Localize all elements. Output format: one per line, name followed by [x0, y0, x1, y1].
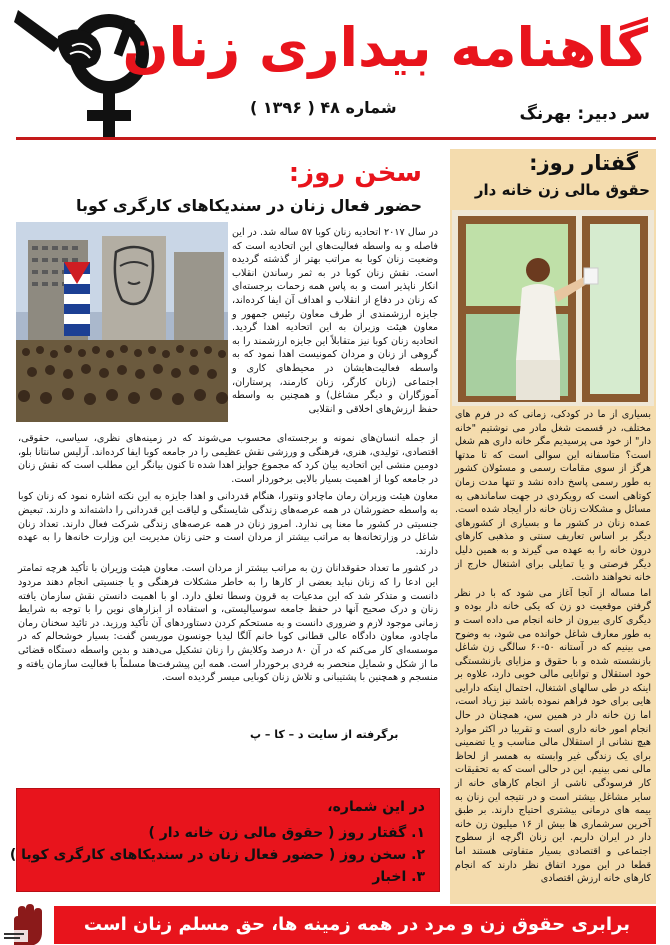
- cuba-rally-photo: [16, 222, 228, 422]
- footer-slogan: برابری حقوق زن و مرد در همه زمینه ها، حق مسلم زنان است: [83, 914, 630, 935]
- goftar-heading: گفتار روز:: [529, 151, 638, 175]
- issue-item: ۳. اخبار: [372, 869, 425, 885]
- goftar-article-title: حقوق مالی زن خانه دار: [474, 181, 650, 199]
- window-cleaning-photo: [452, 210, 654, 406]
- editor-credit: سر دبیر: بهرنگ: [519, 104, 650, 124]
- header-divider: [16, 137, 656, 140]
- issue-number: شماره ۴۸ ( ۱۳۹۶ ): [250, 98, 397, 117]
- stop-violence-hand-icon: [0, 902, 50, 945]
- in-this-issue-title: در این شماره،: [327, 799, 425, 815]
- sokhan-paragraph: از جمله انسان‌های نمونه و برجسته‌ای محسوب می‌شوند که در زمینه‌های نظری، سیاسی، حقوقی، اقتصادی، تولیدی، هنری، فرهنگی و ورزشی نقش عظیمی را در جامعه کوبا ایفا کرده‌اند. آرلیس سانتانا بلو، دومین منشی این اتحادیه بیان کرد که مجموع جوایز اهدا شده تا کنون بیانگر این مطلب است که نقش زنان در جامعه کوبا از اهمیت بسیار بالایی برخوردار است.: [18, 433, 438, 485]
- goftar-body: [455, 408, 651, 886]
- in-this-issue-box: [9, 788, 440, 892]
- newsletter-title: گاهنامه بیداری زنان: [122, 16, 648, 79]
- sokhan-heading: سخن روز:: [288, 158, 422, 188]
- sokhan-article-title: حضور فعال زنان در سندیکاهای کارگری کوبا: [75, 196, 422, 215]
- issue-item: ۲. سخن روز ( حضور فعال زنان در سندیکاهای کارگری کوبا ): [9, 847, 425, 863]
- goftar-paragraph: اما مساله از آنجا آغاز می شود که با در نظر گرفتن موقعیت دو زن که یکی خانه دار بوده و دیگری کاری بیرون از خانه انجام می داده است و به طور معارف شاغل خوانده می شود، به وضوح می بینیم که در آستانه ۵۰-۶۰ سالگی زن شاغل بازنشسته شده و با حقوق و مزایای بازنشستگی خود استقلال و توانایی مالی خوبی دارد، علاوه بر اینکه در طی سالهای اشتغال، احتمال اینکه دارایی هایی برای خود فراهم نموده باشد نیز زیاد است، اما زن خانه دار در همین سن، همچنان در حال انجام امور خانه داری است و تقریبا در اکثر موارد هیچ نشانی از استقلال مالی مناسب و یا تضمینی برای یک زندگی غیر وابسته به همسر از لحاظ مالی نمی بینیم. این در حالی است که به تحقیقات کار فرسودگی ناشی از انجام کارهای خانه از سایر مشاغل بیشتر است و در نتیجه این زنان به بیمه های درمانی بیشتری احتیاج دارند. بر طبق آخرین سرشماری ها بیش از ۱۶ میلیون زن خانه دار در ایران داریم. این زنان اگرچه از سطوح اجتماعی و اقتصادی بسیار متفاوتی هستند اما قطعا در این مورد اتفاق نظر دارند که انجام کارهای خانه ارزش اقتصادی: [455, 587, 652, 885]
- sokhan-paragraph: در سال ۲۰۱۷ اتحادیه زنان کوبا ۵۷ ساله شد. در این فاصله و به واسطه فعالیت‌های این اتحادیه است که وضعیت زنان کوبا به مراتب بهتر از گذشته گردیده است. نقش زنان کوبا در به ثمر رساندن انقلاب انکار ناپذیر است و به پاس همه زحمات برجسته‌ای که زنان در دفاع از انقلاب و اهداف آن ایفا کرده‌اند، جایزه ارزشمندی از طرف معاون رئیس جمهور و معاون هیئت وزیران به این اتحادیه اهدا گردید. اتحادیه زنان کوبا نیز متقابلاً این جایزه ارزشمند را به گروهی از زنان و مردان کمونیست اهدا نمود که به واسطه فعالیت‌هایشان در محیط‌های کاری و اجتماعی (زنان کارگر، زنان کارمند، پرستاران، آموزگاران و دیگر مشاغل) و همچنین به واسطه حفظ ارزش‌های اخلاقی و انقلابی: [232, 227, 438, 415]
- sokhan-body-bottom: [18, 432, 438, 685]
- sokhan-paragraph: معاون هیئت وزیران رمان ماچادو ونتورا، هنگام قدردانی و اهدا جایزه به این نکته اشاره نمود که زنان کوبا به واسطه حضورشان در همه عرصه‌های زندگی شایستگی و لیاقت این قدردانی را داشته‌اند و دارند. تبعیض جنسیتی در کشور ما معنا پی ندارد. امروز زنان در همه عرصه‌های زندگی شرکت فعال دارند. تعداد زنان شاغل در وزارتخانه‌ها به مراتب بیشتر از مردان است و حتی زنان مدیریت این وزارت خانه‌ها را به عهده دارند.: [18, 491, 438, 557]
- fist-icon: [14, 10, 101, 69]
- sokhan-body-top: [232, 226, 438, 416]
- goftar-paragraph: بسیاری از ما در کودکی، زمانی که در فرم های مختلف، در قسمت شغل مادر می نوشتیم "خانه دار" از خود می پرسیدیم مگر خانه داری هم شغل است؟ متاسفانه این سوالی است که تا مدتها هرگز از سوی مقامات رسمی و مسئولان کشور به طور رسمی پاسخ داده نشد و تنها مدت زمان کوتاهی است که رویکردی در جهت ساماندهی به مسائل و مشکلات زنان خانه دار ایجاد شده است. عمده زنان در کشور ما و بسیاری از کشورهای دیگر بر اساس تعاریف سنتی و مذهبی کارهای درون خانه را به عهده می گیرند و به همین دلیل دیگر فرصتی و یا تمایلی برای اشتغال خارج از خانه نخواهند داشت.: [455, 409, 651, 584]
- issue-item: ۱. گفتار روز ( حقوق مالی زن خانه دار ): [148, 825, 425, 841]
- article-source: برگرفته از سایت د – کا – پ: [250, 728, 399, 741]
- cuba-flag-icon: [64, 262, 90, 336]
- sokhan-paragraph: در کشور ما تعداد حقوقدانان زن به مراتب بیشتر از مردان است. معاون هیئت وزیران با تأکید هرچه تمامتر این ادعا را که زنان نباید بعضی از کارها را به خاطر مشکلات فرهنگی و یا جنسیتی انجام دهند مردود دانست و متذکر شد که این مدعیات به قرون وسطا تعلق دارد. او با اهمیت دانستن نقش سازمان یافته زنان و درک صحیح آنها در حفظ جامعه سوسیالیستی، و استفاده از ابزارهای نوین را با توجه به شرایط زمانی موجود لازم و ضروری دانست و به مستحکم کردن دستاوردهای آن تأکید ورزید. در تائید سخنان رمان ماچادو، معاون دادگاه عالی قطانی کوبا خانم آلگا لیدیا جونسون موریسن گفت: بسیار خوشحالم که در موسسه‌ای کار می‌کنم که در آن ۸۰ درصد وکلایش را زنان تشکیل می‌دهند و بدین واسطه دستگاه قضائی ما از شکل و شمایل منحصر به فردی برخوردار است. همه این پیشرفت‌ها مسلماً با فعالیت سازمان یافته و منسجم و همچنین با پشتیبانی و تلاش زنان کوبایی میسر گردیده است.: [18, 563, 438, 684]
